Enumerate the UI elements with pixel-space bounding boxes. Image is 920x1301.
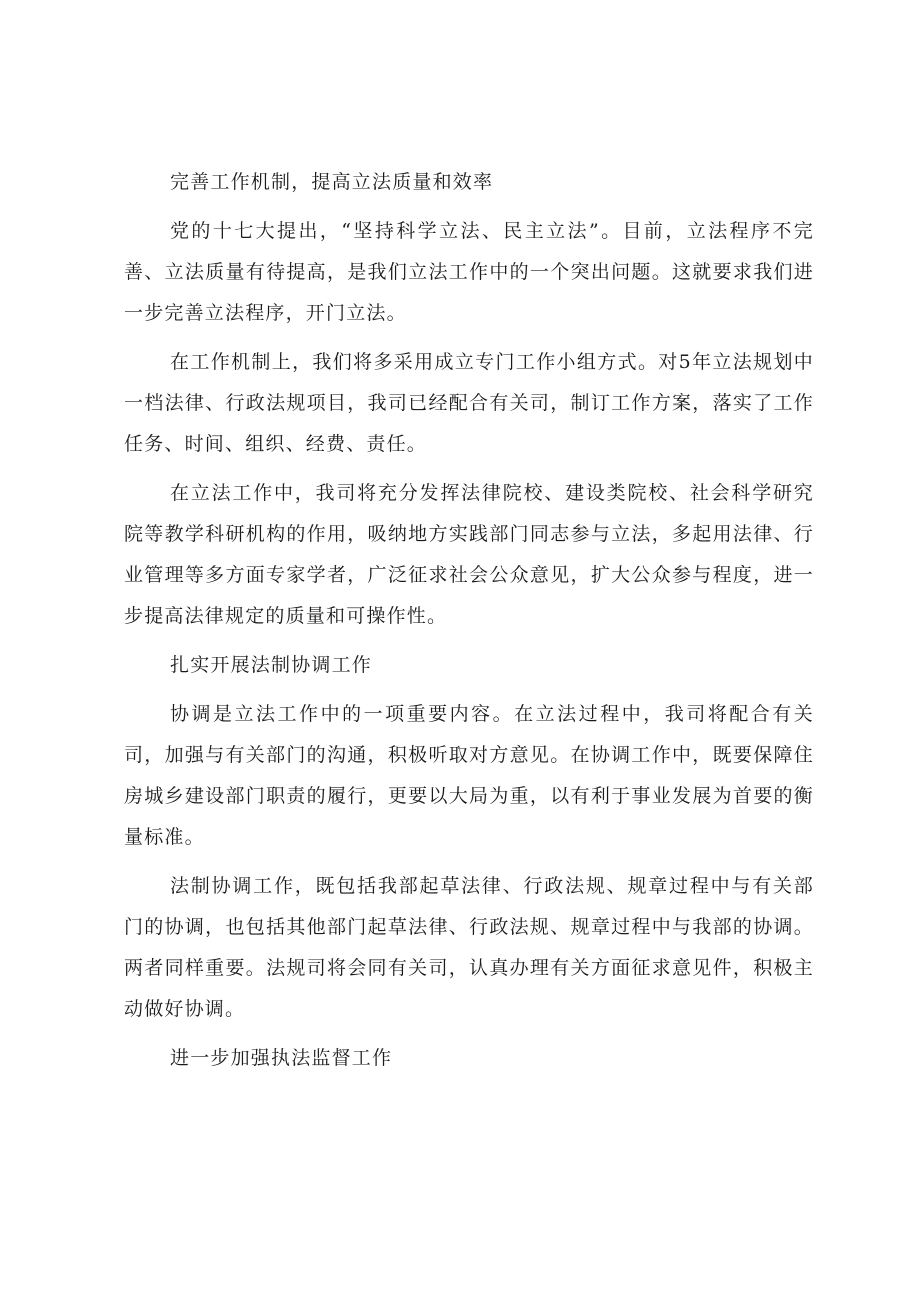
paragraph-work-mechanism: 在工作机制上，我们将多采用成立专门工作小组方式。对5年立法规划中一档法律、行政法规项目，我司已经配合有关司，制订工作方案，落实了工作任务、时间、组织、经费、责任。 (124, 351, 814, 455)
paragraph-expert-participation: 在立法工作中，我司将充分发挥法律院校、建设类院校、社会科学研究院等教学科研机构的作用，吸纳地方实践部门同志参与立法，多起用法律、行业管理等多方面专家学者，广泛征求社会公众意见，扩大公众参与程度，进一步提高法律规定的质量和可操作性。 (124, 482, 814, 627)
section-heading-enforcement-supervision: 进一步加强执法监督工作 (170, 1047, 393, 1069)
paragraph-coordination-importance: 协调是立法工作中的一项重要内容。在立法过程中，我司将配合有关司，加强与有关部门的沟通，积极听取对方意见。在协调工作中，既要保障住房城乡建设部门职责的履行，更要以大局为重，以有利于事业发展为首要的衡量标准。 (124, 703, 814, 848)
paragraph-scientific-legislation: 党的十七大提出，“坚持科学立法、民主立法”。目前，立法程序不完善、立法质量有待提高，是我们立法工作中的一个突出问题。这就要求我们进一步完善立法程序，开门立法。 (124, 220, 814, 324)
section-heading-coordination: 扎实开展法制协调工作 (170, 654, 373, 676)
paragraph-coordination-scope: 法制协调工作，既包括我部起草法律、行政法规、规章过程中与有关部门的协调，也包括其他部门起草法律、行政法规、规章过程中与我部的协调。两者同样重要。法规司将会同有关司，认真办理有关方面征求意见件，积极主动做好协调。 (124, 875, 814, 1020)
document-page (124, 162, 814, 1087)
section-heading-work-mechanism: 完善工作机制，提高立法质量和效率 (170, 171, 494, 193)
